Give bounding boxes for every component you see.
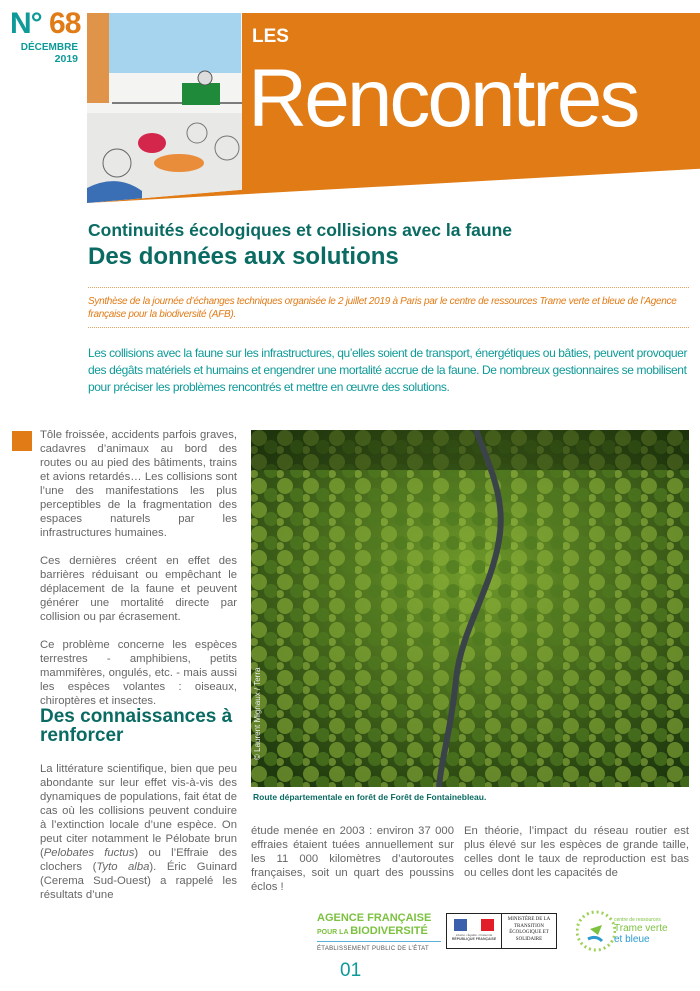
column-left [40,428,237,722]
orange-square-marker [12,431,32,451]
issue-number: 68 [49,7,81,40]
page-title: Des données aux solutions [88,243,399,270]
banner-les: LES [252,26,289,47]
paragraph: Ces dernières créent en effet des barrières réduisant ou empêchant le déplacement de la faune et peuvent générer une mortalité directe par collision ou par écrasement. [40,555,237,623]
forest-road-photo [251,430,689,787]
section-heading: Des connaissances à renforcer [40,706,233,746]
tvb-emblem-icon [576,907,616,955]
paragraph: Tôle froissée, accidents parfois graves, cadavres d’animaux au bord des routes ou au pied des bâtiments, trains et avions retardés… Les collisions sont l’une des manifestations les plus perceptibles de la fragmentation des espaces naturels par les infrastructures humaines. [40,429,237,539]
column-right [464,824,689,894]
trame-verte-bleue-logo: centre de ressources Trame verte et bleue [576,907,688,955]
publication-title: Rencontres [248,53,638,144]
photo-caption: Route départementale en forêt de Forêt de Fontainebleau. [253,792,487,802]
synthesis-note: Synthèse de la journée d’échanges techniques organisée le 2 juillet 2019 à Paris par le centre de ressources Trame verte et bleue de l’Agence française pour la biodiversité (AFB). [88,296,677,320]
ministry-logo: Liberté • Égalité • Fraternité RÉPUBLIQUE FRANÇAISE MINISTÈRE DE LA TRANSITION ÉCOLOGIQUE ET SOLIDAIRE [446,913,557,949]
column-left-2 [40,762,237,916]
paragraph: La littérature scientifique, bien que peu abondante sur leur effet vis-à-vis des dynamiques de populations, fait état de cas où les collisions peuvent conduire à l’extinction locale d’une espèce. On peut citer notamment le Pélobate brun (Pelobates fuctus) ou l’Effraie des clochers (Tyto alba). Éric Guinard (Cerema Sud-Ouest) a rappelé les résultats d’une [40,763,237,901]
issue-year: 2019 [54,53,78,65]
divider [88,327,689,328]
page-number: 01 [340,960,362,981]
afb-logo: AGENCE FRANÇAISE POUR LA BIODIVERSITÉ ÉTABLISSEMENT PUBLIC DE L’ÉTAT [317,912,441,953]
column-middle [251,824,454,908]
issue-info [10,7,81,65]
article-kicker: Continuités écologiques et collisions avec la faune [88,220,512,240]
issue-month: DÉCEMBRE [20,42,78,53]
issue-label: N° [10,7,42,40]
paragraph: étude menée en 2003 : environ 37 000 effraies étaient tuées annuellement sur les 11 000 kilomètres d’autoroutes françaises, soit un quart des poussins éclos ! [251,825,454,893]
meeting-illustration [87,13,242,203]
paragraph: Ce problème concerne les espèces terrestres - amphibiens, petits mammifères, ongulés, etc. - mais aussi les espèces volantes : oiseaux, chiroptères et insectes. [40,639,237,707]
lead-paragraph: Les collisions avec la faune sur les infrastructures, qu’elles soient de transport, énergétiques ou bâties, peuvent provoquer des dégâts matériels et humains et engendrer une mortalité accrue de la faune. De nombreux gestionnaires se mobilisent pour préciser les problèmes rencontrés et mettre en œuvre des solutions. [88,346,688,394]
divider [88,287,689,288]
paragraph: En théorie, l’impact du réseau routier est plus élevé sur les espèces de grande taille, celles dont le taux de reproduction est bas ou celles dont les capacités de [464,825,689,879]
photo-credit: © Laurent Mignaux / Terra [253,667,262,760]
